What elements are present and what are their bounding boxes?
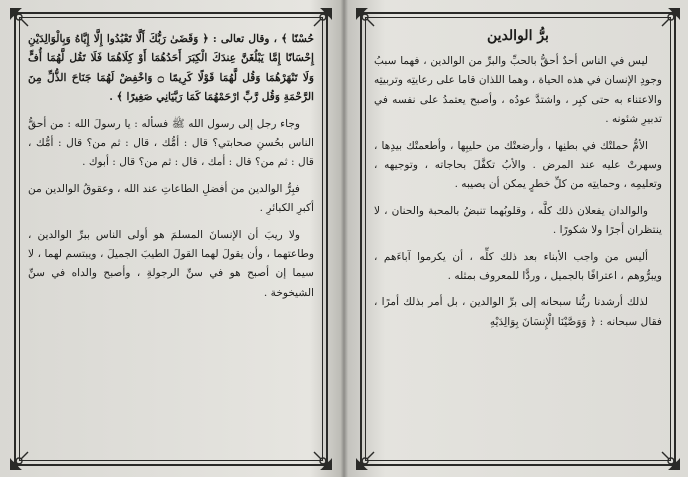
body-paragraph: لذلك أرشدنا ربُّنا سبحانه إلى برِّ الوالدين ، بل أمر بذلك أمرًا ، فقال سبحانه : ﴿ وَوَصَّيْنَا الْإِنسَانَ بِوَالِدَيْهِ (374, 296, 662, 328)
left-page (10, 8, 332, 470)
body-paragraph: ولا ريبَ أن الإنسانَ المسلمَ هو أولى الناس ببرِّ الوالدين ، وطاعتهما ، وأن يقولَ لهما القولَ الطيبَ الجميلَ ، ويبتسم لهما ، لا سيما إن أصبح هو في سنِّ الرجولةِ ، وأصبح والداه في سنِّ الشيخوخة . (28, 228, 314, 299)
quran-verse-paragraph: حُسْنًا ﴾ ، وقال تعالى : ﴿ وَقَضَىٰ رَبُّكَ أَلَّا تَعْبُدُوا إِلَّا إِيَّاهُ وَبِالْوَالِدَيْنِ إِحْسَانًا إِمَّا يَبْلُغَنَّ عِندَكَ الْكِبَرَ أَحَدُهُمَا أَوْ كِلَاهُمَا فَلَا تَقُل لَّهُمَا أُفٍّ وَلَا تَنْهَرْهُمَا وَقُل لَّهُمَا قَوْلًا كَرِيمًا ۝ وَاخْفِضْ لَهُمَا جَنَاحَ الذُّلِّ مِنَ الرَّحْمَةِ وَقُل رَّبِّ ارْحَمْهُمَا كَمَا رَبَّيَانِي صَغِيرًا ﴾ . (28, 33, 314, 104)
body-paragraph: أليس من واجب الأبناء بعد ذلك كلِّه ، أن يكرموا آباءَهم ، ويبرُّوهم ، اعترافًا بالجميل ، وردًّا للمعروف بمثله . (374, 250, 662, 283)
right-page-text (374, 52, 662, 456)
corner-ornament-icon (308, 6, 334, 32)
corner-ornament-icon (8, 6, 34, 32)
left-page-text (28, 30, 314, 456)
right-page (356, 8, 680, 470)
hadith-paragraph: وجاء رجل إلى رسول الله ﷺ فسأله : يا رسولَ الله : من أحقُّ الناس بحُسنِ صحابتي؟ قال : أمُّك ، قال : ثم من؟ قال : أمُّك ، قال : ثم من؟ قال : أمك ، قال : ثم من؟ قال : أبوك . (28, 117, 314, 169)
body-paragraph: ليس في الناس أحدٌ أحقُّ بالحبِّ والبرِّ من الوالدين ، فهما سببُ وجودِ الإنسان في هذه الحياة ، وهما اللذان قاما على رعايتِه وتربيتِه والاعتناء به حتى كبِر ، واشتدَّ عودُه ، وأصبح يعتمدُ على نفسه في تدبيرِ شئونه . (374, 55, 662, 126)
body-paragraph: الأمُّ حملتْك في بطنِها ، وأرضعتْك من حليبِها ، وأطعمتْك بيدِها ، وسهرتْ عليه عند المرض . والأبُ تكفَّلَ بحاجاته ، وتوجيهه ، وتعليمِه ، وحمايتِه من كلِّ خطرٍ يمكن أن يصيبه . (374, 139, 662, 191)
body-paragraph: والوالدان يفعلان ذلك كلَّه ، وقلوبُهما تنبضُ بالمحبة والحنان ، لا ينتظران أجرًا ولا شكورًا . (374, 204, 662, 237)
body-paragraph: فبِرُّ الوالدين من أفضلِ الطاعاتِ عند الله ، وعقوقُ الوالدين من أكبرِ الكبائرِ . (28, 182, 314, 215)
page-title: برُّ الوالدين (487, 28, 549, 44)
